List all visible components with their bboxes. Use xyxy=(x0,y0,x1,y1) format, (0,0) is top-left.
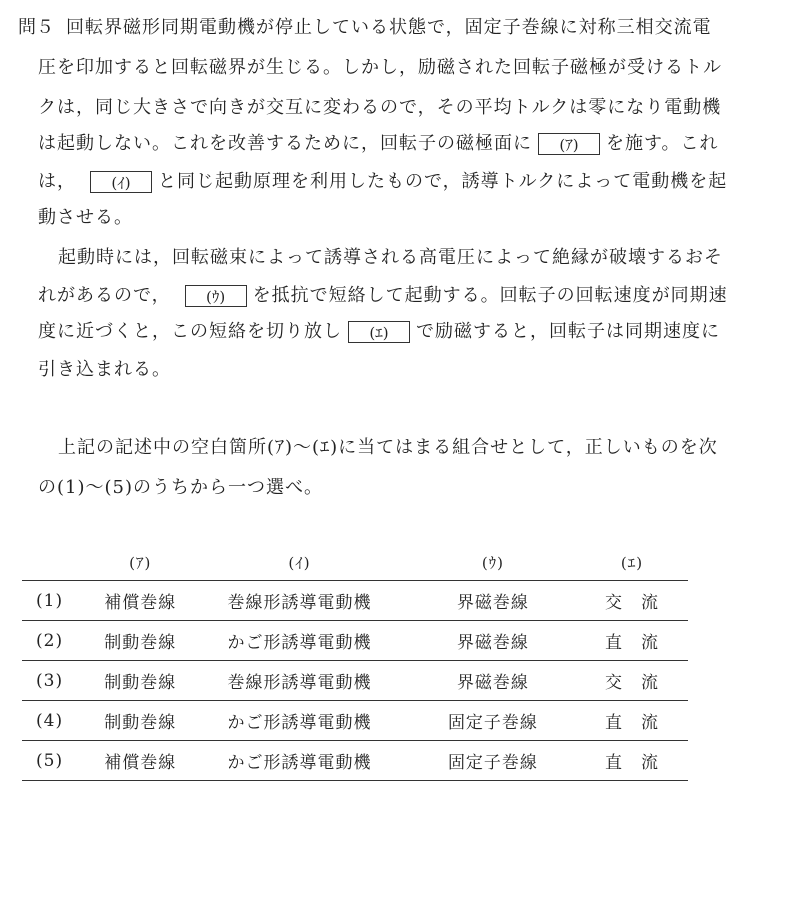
table-cell: かご形誘導電動機 xyxy=(227,753,372,773)
table-cell: 制動巻線 xyxy=(104,673,177,693)
table-cell: 固定子巻線 xyxy=(447,753,538,773)
header-cell: (ｲ) xyxy=(288,553,311,572)
table-cell: 補償巻線 xyxy=(104,593,177,613)
header-cell: (ｴ) xyxy=(620,553,644,572)
table-cell: 直 流 xyxy=(605,713,659,733)
blank-b: (ｲ) xyxy=(90,171,152,193)
header-cell: (ｱ) xyxy=(129,553,152,572)
table-cell: 巻線形誘導電動機 xyxy=(227,673,372,693)
table-row xyxy=(22,741,688,781)
table-cell: 交 流 xyxy=(605,593,659,613)
question-line-3: クは，同じ大きさで向きが交互に変わるので，その平均トルクは零になり電動機 xyxy=(38,97,722,118)
table-cell: 界磁巻線 xyxy=(456,593,529,613)
table-row xyxy=(22,661,688,701)
instruction-line-2: の(1)～(5)のうちから一つ選べ。 xyxy=(38,477,323,498)
instruction-line-1: 上記の記述中の空白箇所(ｱ)～(ｴ)に当てはまる組合せとして，正しいものを次 xyxy=(58,437,718,458)
table-header-row xyxy=(22,544,688,581)
table-row xyxy=(22,581,688,621)
table-cell: 直 流 xyxy=(605,633,659,653)
table-cell: 界磁巻線 xyxy=(456,673,529,693)
table-cell: 固定子巻線 xyxy=(447,713,538,733)
choice-number: (1) xyxy=(36,590,64,611)
header-cell xyxy=(22,544,91,581)
table-cell: 制動巻線 xyxy=(104,713,177,733)
table-cell: 直 流 xyxy=(605,753,659,773)
table-cell: 界磁巻線 xyxy=(456,633,529,653)
question-line-5: は， (ｲ) と同じ起動原理を利用したもので，誘導トルクによって電動機を起 xyxy=(38,171,728,192)
table-cell: 制動巻線 xyxy=(104,633,177,653)
blank-c: (ｳ) xyxy=(185,285,247,307)
choice-number: (2) xyxy=(36,630,64,651)
blank-d: (ｴ) xyxy=(348,321,410,343)
table-cell: 補償巻線 xyxy=(104,753,177,773)
question-line-1: 問５ 回転界磁形同期電動機が停止している状態で，固定子巻線に対称三相交流電 xyxy=(18,17,712,38)
question-line-6: 動させる。 xyxy=(38,207,133,228)
choice-number: (5) xyxy=(36,750,64,771)
table-cell: 巻線形誘導電動機 xyxy=(227,593,372,613)
question-line-9: 度に近づくと，この短絡を切り放し (ｴ) で励磁すると，回転子は同期速度に xyxy=(38,321,720,342)
choices-table xyxy=(22,544,688,781)
question-line-4: は起動しない。これを改善するために，回転子の磁極面に (ｱ) を施す。これ xyxy=(38,133,719,154)
table-cell: かご形誘導電動機 xyxy=(227,713,372,733)
question-line-8: れがあるので， (ｳ) を抵抗で短絡して起動する。回転子の回転速度が同期速 xyxy=(38,285,728,306)
question-line-7: 起動時には，回転磁束によって誘導される高電圧によって絶縁が破壊するおそ xyxy=(58,247,723,268)
table-row xyxy=(22,621,688,661)
question-line-10: 引き込まれる。 xyxy=(38,359,171,380)
table-cell: かご形誘導電動機 xyxy=(227,633,372,653)
question-number: 問５ xyxy=(18,17,54,38)
table-row xyxy=(22,701,688,741)
table-cell: 交 流 xyxy=(605,673,659,693)
question-line-2: 圧を印加すると回転磁界が生じる。しかし，励磁された回転子磁極が受けるトル xyxy=(38,57,722,78)
blank-a: (ｱ) xyxy=(538,133,600,155)
header-cell: (ｳ) xyxy=(481,553,505,572)
choice-number: (3) xyxy=(36,670,64,691)
choice-number: (4) xyxy=(36,710,64,731)
